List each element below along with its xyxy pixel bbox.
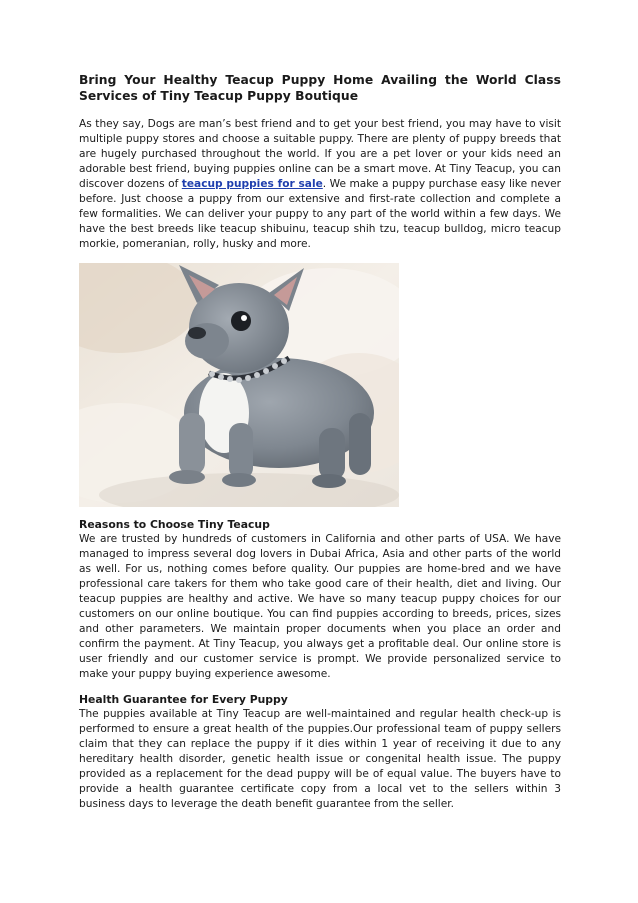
teacup-puppies-link[interactable]: teacup puppies for sale <box>181 178 323 190</box>
intro-paragraph <box>79 117 561 252</box>
section-body: We are trusted by hundreds of customers in California and other parts of USA. We have managed to impress several dog lovers in Dubai Africa, Asia and other parts of the world as well. For us, nothing comes before quality. Our puppies are home-bred and we have professional care takers for them who take good care of their health, diet and living. Our teacup puppies are healthy and active. We have so many teacup puppy choices for our customers on our online boutique. You can find puppies according to breeds, prices, sizes and other parameters. We maintain proper documents when you place an order and confirm the payment. At Tiny Teacup, you always get a profitable deal. Our online store is user friendly and our customer service is prompt. We provide personalized service to make your puppy buying experience awesome. <box>79 533 561 680</box>
section-body: The puppies available at Tiny Teacup are well-maintained and regular health check-up is performed to ensure a great health of the puppies.Our professional team of puppy sellers claim that they can replace the puppy if it dies within 1 year of receiving it due to any hereditary health disorder, genetic health issue or congenital health issue. The puppy provided as a replacement for the dead puppy will be of equal value. The buyers have to provide a health guarantee certificate copy from a local vet to the sellers within 3 business days to leverage the death benefit guarantee from the seller. <box>79 708 561 810</box>
section-health-guarantee <box>79 693 561 812</box>
document-content <box>79 72 561 812</box>
document-title: Bring Your Healthy Teacup Puppy Home Availing the World Class Services of Tiny Teacup Puppy Boutique <box>79 73 561 103</box>
intro-text-after-link: . We make a puppy purchase easy like never before. Just choose a puppy from our extensive and first-rate collection and complete a few formalities. We can deliver your puppy to any part of the world within a few days. We have the best breeds like teacup shibuinu, teacup shih tzu, teacup bulldog, micro teacup morkie, pomeranian, rolly, husky and more. <box>79 178 561 250</box>
section-reasons <box>79 518 561 682</box>
french-bulldog-puppy-photo <box>79 263 399 507</box>
section-heading: Reasons to Choose Tiny Teacup <box>79 518 270 531</box>
section-heading: Health Guarantee for Every Puppy <box>79 693 288 706</box>
intro-text-before-link: As they say, Dogs are man’s best friend and to get your best friend, you may have to visit multiple puppy stores and choose a suitable puppy. There are plenty of puppy breeds that are hugely purchased throughout the world. If you are a pet lover or your kids need an adorable best friend, buying puppies online can be a smart move. At Tiny Teacup, you can discover dozens of <box>79 118 561 190</box>
